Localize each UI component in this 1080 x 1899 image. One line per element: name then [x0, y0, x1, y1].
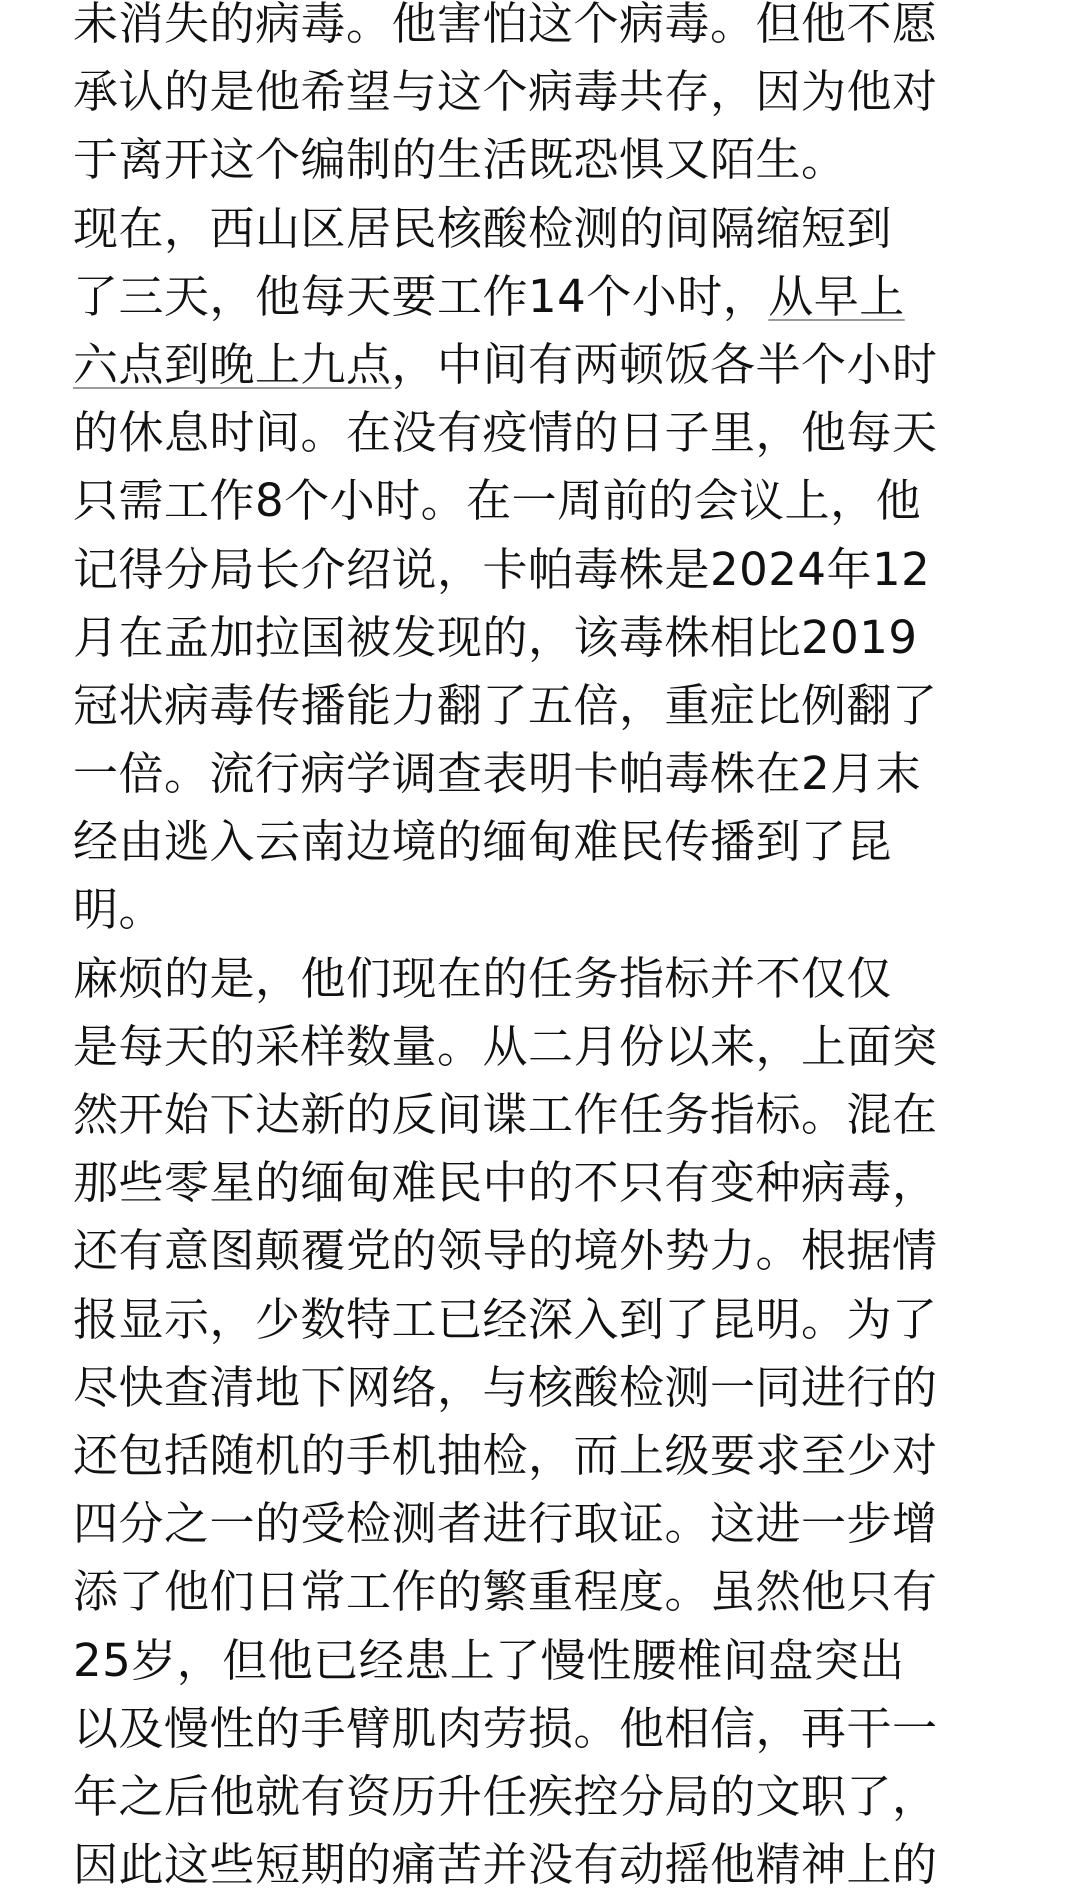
text-line: 未消失的病毒。他害怕这个病毒。但他不愿: [73, 0, 938, 50]
text-line: 只需工作8个小时。在一周前的会议上，他: [73, 474, 922, 528]
text-line: 承认的是他希望与这个病毒共存，因为他对: [73, 65, 938, 119]
underlined-text: 从早上: [768, 269, 905, 323]
text-line: 以及慢性的手臂肌肉劳损。他相信，再干一: [73, 1701, 938, 1755]
text-line: 是每天的采样数量。从二月份以来，上面突: [73, 1019, 938, 1073]
text-line: 还包括随机的手机抽检，而上级要求至少对: [73, 1428, 938, 1482]
text-segment: ，中间有两顿饭各半个小时: [391, 337, 938, 391]
text-line: [73, 263, 1013, 331]
document-text: [73, 0, 1013, 1899]
text-line: 添了他们日常工作的繁重程度。虽然他只有: [73, 1565, 938, 1619]
text-line: 那些零星的缅甸难民中的不只有变种病毒，: [73, 1156, 938, 1210]
text-line: 于离开这个编制的生活既恐惧又陌生。: [73, 133, 847, 187]
text-line: 冠状病毒传播能力翻了五倍，重症比例翻了: [73, 678, 938, 732]
text-line: 月在孟加拉国被发现的，该毒株相比2019: [73, 610, 918, 664]
text-segment: 了三天，他每天要工作14个小时，: [73, 269, 769, 323]
text-line: 然开始下达新的反间谍工作任务指标。混在: [73, 1088, 938, 1141]
text-line: 经由逃入云南边境的缅甸难民传播到了昆: [73, 815, 893, 869]
text-line: [73, 331, 1013, 399]
text-line: 的休息时间。在没有疫情的日子里，他每天: [73, 406, 938, 460]
text-line: 年之后他就有资历升任疾控分局的文职了，: [73, 1769, 938, 1823]
text-line: 现在，西山区居民核酸检测的间隔缩短到: [73, 201, 893, 255]
text-line: 报显示，少数特工已经深入到了昆明。为了: [73, 1292, 938, 1346]
text-line: 明。: [73, 883, 165, 937]
text-line: 四分之一的受检测者进行取证。这进一步增: [73, 1497, 938, 1551]
text-line: 尽快查清地下网络，与核酸检测一同进行的: [73, 1360, 938, 1414]
text-line: 记得分局长介绍说，卡帕毒株是2024年12: [73, 542, 931, 596]
text-line: 因此这些短期的痛苦并没有动摇他精神上的: [73, 1838, 938, 1892]
underlined-text: 六点到晚上九点: [73, 337, 392, 391]
text-line: 25岁，但他已经患上了慢性腰椎间盘突出: [73, 1633, 905, 1687]
text-line: 麻烦的是，他们现在的任务指标并不仅仅: [73, 951, 893, 1005]
text-line: 还有意图颠覆党的领导的境外势力。根据情: [73, 1224, 938, 1278]
text-line: 一倍。流行病学调查表明卡帕毒株在2月末: [73, 747, 922, 801]
